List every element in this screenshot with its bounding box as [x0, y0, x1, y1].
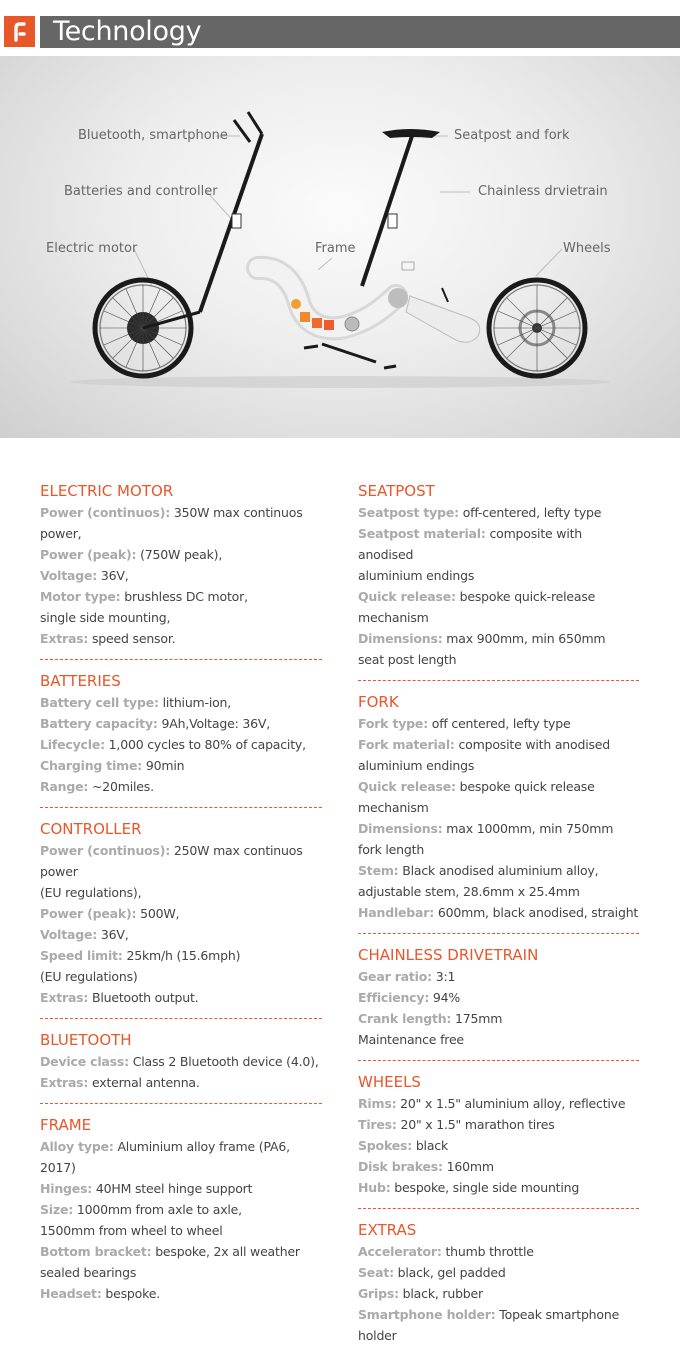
spec-value: 20" x 1.5" marathon tires [396, 1117, 555, 1132]
spec-section-title: BATTERIES [40, 672, 121, 690]
spec-value: brushless DC motor, [120, 589, 248, 604]
callout-electric-motor: Electric motor [46, 241, 138, 256]
spec-label: Battery cell type: [40, 695, 159, 710]
spec-value: 500W, [136, 906, 180, 921]
spec-row [40, 1220, 322, 1241]
spec-row [358, 818, 639, 839]
page-title: Technology [53, 16, 202, 47]
spec-value: thumb throttle [441, 1244, 534, 1259]
spec-value: mechanism [358, 800, 429, 815]
spec-row [358, 776, 639, 797]
spec-row [358, 755, 639, 776]
spec-label: Dimensions: [358, 821, 443, 836]
spec-section-title: WHEELS [358, 1073, 421, 1091]
spec-row [40, 565, 322, 586]
spec-section-wheels [358, 1071, 639, 1209]
spec-row [40, 544, 322, 565]
spec-row [40, 840, 322, 882]
spec-label: Accelerator: [358, 1244, 442, 1259]
spec-value: Maintenance free [358, 1032, 464, 1047]
title-bar [40, 16, 680, 48]
spec-row [358, 565, 639, 586]
spec-value: bespoke, 2x all weather [151, 1244, 300, 1259]
spec-value: max 900mm, min 650mm [442, 631, 606, 646]
spec-value: aluminium endings [358, 758, 475, 773]
spec-value: 350W max continuos power, [40, 505, 303, 541]
spec-label: Extras: [40, 1075, 89, 1090]
spec-section-frame [40, 1114, 322, 1314]
spec-row [358, 1304, 639, 1346]
spec-value: 90min [142, 758, 185, 773]
spec-label: Bottom bracket: [40, 1244, 152, 1259]
spec-row [40, 607, 322, 628]
spec-row [358, 966, 639, 987]
spec-row [358, 902, 639, 923]
spec-column-left [40, 480, 322, 1324]
spec-value: ~20miles. [88, 779, 154, 794]
callout-seatpost-fork: Seatpost and fork [454, 128, 570, 143]
spec-row [358, 1241, 639, 1262]
spec-row [358, 839, 639, 860]
spec-label: Disk brakes: [358, 1159, 443, 1174]
spec-value: sealed bearings [40, 1265, 137, 1280]
spec-row [358, 713, 639, 734]
spec-label: Size: [40, 1202, 74, 1217]
spec-label: Lifecycle: [40, 737, 105, 752]
spec-label: Seat: [358, 1265, 394, 1280]
spec-label: Tires: [358, 1117, 397, 1132]
spec-value: black, gel padded [393, 1265, 506, 1280]
spec-value: 160mm [442, 1159, 494, 1174]
spec-label: Charging time: [40, 758, 143, 773]
spec-value: 36V, [97, 568, 129, 583]
spec-value: single side mounting, [40, 610, 171, 625]
spec-value: aluminium endings [358, 568, 475, 583]
spec-label: Battery capacity: [40, 716, 158, 731]
spec-value: 9Ah,Voltage: 36V, [157, 716, 270, 731]
spec-row [358, 1156, 639, 1177]
spec-label: Grips: [358, 1286, 399, 1301]
spec-label: Extras: [40, 631, 89, 646]
spec-row [40, 1072, 322, 1093]
spec-value: Black anodised aluminium alloy, [398, 863, 599, 878]
spec-row [358, 1283, 639, 1304]
spec-row [358, 586, 639, 607]
spec-row [358, 523, 639, 565]
spec-value: adjustable stem, 28.6mm x 25.4mm [358, 884, 580, 899]
spec-row [40, 692, 322, 713]
spec-section-title: FORK [358, 693, 399, 711]
spec-value: bespoke quick release [455, 779, 595, 794]
spec-value: Topeak smartphone holder [358, 1307, 620, 1343]
spec-row [358, 1029, 639, 1050]
spec-label: Hub: [358, 1180, 391, 1195]
spec-label: Speed limit: [40, 948, 123, 963]
spec-row [40, 628, 322, 649]
spec-label: Motor type: [40, 589, 121, 604]
spec-value: fork length [358, 842, 425, 857]
spec-row [358, 734, 639, 755]
spec-section-title: CHAINLESS DRIVETRAIN [358, 946, 539, 964]
spec-row [40, 586, 322, 607]
spec-row [358, 1262, 639, 1283]
spec-label: Efficiency: [358, 990, 430, 1005]
spec-value: Aluminium alloy frame (PA6, 2017) [40, 1139, 290, 1175]
spec-row [40, 1051, 322, 1072]
callout-chainless-drivetrain: Chainless drvietrain [478, 184, 608, 199]
spec-label: Power (continuos): [40, 505, 171, 520]
spec-value: 1,000 cycles to 80% of capacity, [104, 737, 306, 752]
spec-value: Class 2 Bluetooth device (4.0), [128, 1054, 319, 1069]
seatpost-part [362, 129, 440, 286]
spec-value: Bluetooth output. [88, 990, 199, 1005]
spec-label: Voltage: [40, 568, 98, 583]
drivetrain-part [388, 288, 480, 342]
spec-value: max 1000mm, min 750mm [442, 821, 614, 836]
spec-value: 1000mm from axle to axle, [73, 1202, 242, 1217]
spec-row [358, 607, 639, 628]
spec-value: external antenna. [88, 1075, 200, 1090]
spec-value: black, rubber [398, 1286, 483, 1301]
frame-part [258, 268, 396, 331]
spec-row [40, 734, 322, 755]
spec-value: composite with anodised [358, 526, 583, 562]
spec-row [40, 966, 322, 987]
spec-value: bespoke. [101, 1286, 160, 1301]
spec-row [40, 1178, 322, 1199]
spec-value: off-centered, lefty type [458, 505, 602, 520]
spec-row [40, 945, 322, 966]
spec-label: Extras: [40, 990, 89, 1005]
spec-label: Smartphone holder: [358, 1307, 496, 1322]
spec-row [358, 1135, 639, 1156]
spec-section-batteries [40, 670, 322, 808]
spec-section-title: SEATPOST [358, 482, 435, 500]
spec-row [358, 1177, 639, 1198]
spec-row [40, 1136, 322, 1178]
spec-value: 600mm, black anodised, straight [434, 905, 639, 920]
spec-label: Voltage: [40, 927, 98, 942]
spec-value: 25km/h (15.6mph) [122, 948, 241, 963]
spec-row [40, 903, 322, 924]
spec-section-chainless-drivetrain [358, 944, 639, 1061]
spec-row [40, 1262, 322, 1283]
spec-label: Handlebar: [358, 905, 435, 920]
spec-row [40, 755, 322, 776]
spec-section-bluetooth [40, 1029, 322, 1104]
spec-row [40, 1283, 322, 1304]
spec-label: Seatpost material: [358, 526, 486, 541]
spec-label: Fork material: [358, 737, 455, 752]
spec-row [358, 881, 639, 902]
spec-row [40, 502, 322, 544]
spec-label: Stem: [358, 863, 399, 878]
spec-row [358, 860, 639, 881]
spec-value: (750W peak), [136, 547, 223, 562]
spec-section-extras [358, 1219, 639, 1356]
spec-label: Alloy type: [40, 1139, 114, 1154]
crank-part [304, 344, 396, 368]
spec-row [40, 882, 322, 903]
spec-row [358, 649, 639, 670]
spec-section-title: EXTRAS [358, 1221, 417, 1239]
spec-value: speed sensor. [88, 631, 176, 646]
fork-and-handlebar [143, 112, 262, 328]
spec-row [358, 1093, 639, 1114]
rear-wheel [489, 280, 585, 376]
spec-label: Range: [40, 779, 89, 794]
spec-section-controller [40, 818, 322, 1019]
spec-value: 36V, [97, 927, 129, 942]
spec-row [358, 1114, 639, 1135]
spec-label: Seatpost type: [358, 505, 459, 520]
spec-label: Power (continuos): [40, 843, 171, 858]
spec-label: Headset: [40, 1286, 102, 1301]
spec-label: Hinges: [40, 1181, 93, 1196]
spec-label: Device class: [40, 1054, 129, 1069]
spec-row [358, 628, 639, 649]
spec-section-title: BLUETOOTH [40, 1031, 132, 1049]
spec-value: seat post length [358, 652, 457, 667]
spec-value: 20" x 1.5" aluminium alloy, reflective [396, 1096, 626, 1111]
spec-value: 3:1 [431, 969, 456, 984]
spec-value: black [412, 1138, 448, 1153]
spec-row [40, 1241, 322, 1262]
spec-value: (EU regulations) [40, 969, 138, 984]
spec-value: 250W max continuos power [40, 843, 303, 879]
spec-row [358, 1008, 639, 1029]
callout-wheels: Wheels [563, 241, 611, 256]
spec-section-title: CONTROLLER [40, 820, 142, 838]
exploded-bike-illustration [0, 56, 680, 438]
spec-section-title: FRAME [40, 1116, 92, 1134]
callout-batteries-controller: Batteries and controller [64, 184, 218, 199]
callout-bluetooth-smartphone: Bluetooth, smartphone [78, 128, 228, 143]
spec-value: 40HM steel hinge support [92, 1181, 253, 1196]
spec-value: mechanism [358, 610, 429, 625]
spec-value: off centered, lefty type [428, 716, 571, 731]
spec-label: Power (peak): [40, 906, 137, 921]
spec-label: Quick release: [358, 589, 456, 604]
spec-value: 94% [429, 990, 461, 1005]
spec-value: (EU regulations), [40, 885, 142, 900]
spec-row [40, 924, 322, 945]
page-header [0, 0, 680, 56]
spec-label: Power (peak): [40, 547, 137, 562]
spec-value: 175mm [451, 1011, 503, 1026]
spec-row [358, 502, 639, 523]
spec-section-fork [358, 691, 639, 934]
spec-row [40, 713, 322, 734]
spec-label: Quick release: [358, 779, 456, 794]
spec-label: Dimensions: [358, 631, 443, 646]
spec-value: bespoke, single side mounting [390, 1180, 580, 1195]
spec-section-electric-motor [40, 480, 322, 660]
spec-column-right [358, 480, 639, 1366]
spec-label: Fork type: [358, 716, 428, 731]
spec-row [358, 797, 639, 818]
spec-label: Crank length: [358, 1011, 452, 1026]
spec-value: 1500mm from wheel to wheel [40, 1223, 223, 1238]
spec-value: composite with anodised [454, 737, 611, 752]
spec-section-seatpost [358, 480, 639, 681]
spec-row [358, 987, 639, 1008]
spec-label: Gear ratio: [358, 969, 432, 984]
spec-label: Spokes: [358, 1138, 413, 1153]
spec-row [40, 776, 322, 797]
brand-logo-icon [4, 16, 35, 47]
spec-value: bespoke quick-release [455, 589, 596, 604]
spec-row [40, 1199, 322, 1220]
callout-frame: Frame [315, 241, 356, 256]
spec-row [40, 987, 322, 1008]
spec-label: Rims: [358, 1096, 397, 1111]
spec-value: lithium-ion, [158, 695, 232, 710]
spec-section-title: ELECTRIC MOTOR [40, 482, 174, 500]
